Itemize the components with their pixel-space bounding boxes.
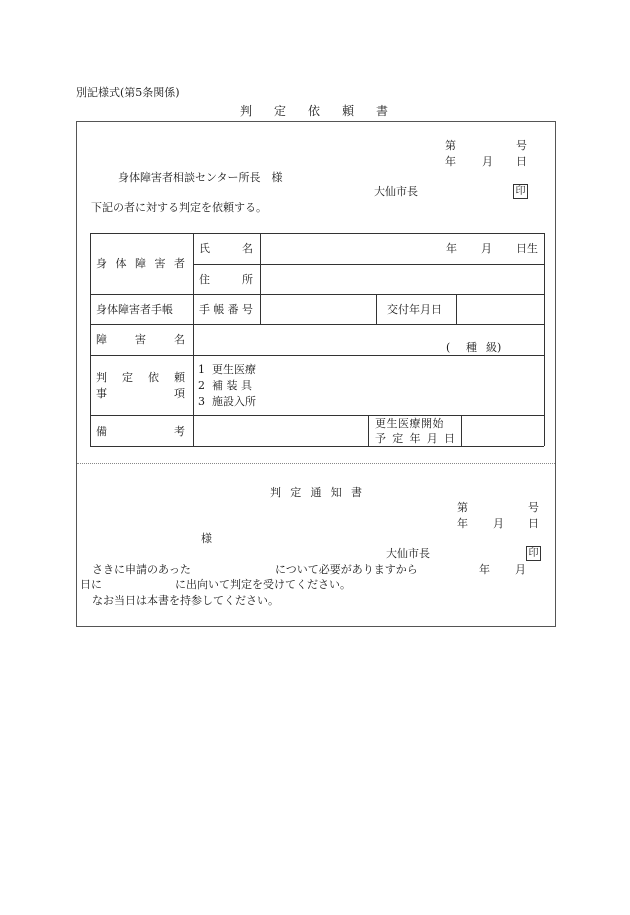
notice-date-month: 月	[493, 517, 504, 530]
label-char: 号	[241, 303, 253, 316]
treatment-start-label-line2	[375, 433, 455, 444]
label-char: 頼	[174, 371, 185, 384]
label-char: 考	[174, 425, 185, 438]
title-char: 頼	[341, 104, 354, 118]
request-sender: 大仙市長	[374, 185, 418, 198]
label-char: 体	[115, 257, 127, 270]
notice-date-year: 年	[457, 517, 468, 530]
title-char: 書	[375, 104, 388, 118]
request-addressee: 身体障害者相談センター所長 様	[118, 171, 283, 184]
disability-name-label	[96, 334, 185, 345]
label-char: 月	[426, 432, 438, 445]
address-label	[199, 274, 253, 285]
label-char: 依	[148, 371, 159, 384]
item-number: 2	[198, 379, 205, 392]
grade-level-label: 級)	[486, 341, 502, 354]
label-char: 者	[174, 257, 185, 270]
label-char: 備	[96, 425, 107, 438]
request-intro: 下記の者に対する判定を依頼する。	[91, 201, 267, 214]
request-items-label-line2	[96, 388, 185, 399]
notice-body-part1: さきに申請のあった	[92, 563, 191, 576]
notice-title	[270, 487, 362, 498]
request-items-label-line1	[96, 372, 185, 383]
request-date-day: 日	[516, 155, 527, 168]
birth-day-label: 日生	[516, 242, 538, 255]
notice-body-day: 日に	[80, 578, 102, 591]
label-char: 名	[174, 333, 185, 346]
notice-seal-icon: 印	[526, 546, 541, 561]
request-item-3	[198, 396, 256, 407]
person-header-label	[96, 258, 185, 269]
notice-number-go: 号	[528, 501, 539, 514]
title-char: 判	[270, 486, 281, 499]
label-char: 害	[154, 257, 166, 270]
notice-body-part3: に出向いて判定を受けてください。	[175, 578, 351, 591]
title-char: 通	[310, 486, 322, 499]
name-label	[199, 243, 253, 254]
treatment-start-label-line1: 更生医療開始	[375, 417, 444, 430]
label-char: 番	[227, 303, 239, 316]
remarks-label	[96, 426, 185, 437]
notice-honorific: 様	[201, 532, 212, 545]
label-char: 帳	[213, 303, 225, 316]
label-char: 身	[96, 257, 107, 270]
grade-open: (	[446, 341, 451, 354]
title-char: 定	[290, 486, 302, 499]
notice-date-day: 日	[528, 517, 539, 530]
label-char: 氏	[199, 242, 210, 255]
notice-sender: 大仙市長	[386, 547, 430, 560]
item-number: 1	[198, 363, 205, 376]
title-char: 依	[307, 104, 320, 118]
item-number: 3	[198, 395, 205, 408]
request-number-dai: 第	[445, 139, 456, 152]
notice-body-month: 月	[515, 563, 526, 576]
request-item-1	[198, 364, 256, 375]
label-char: 日	[444, 432, 455, 445]
handbook-label: 身体障害者手帳	[96, 303, 173, 316]
item-text: 施設入所	[212, 395, 256, 408]
title-char: 書	[351, 486, 362, 499]
request-number-go: 号	[516, 139, 527, 152]
label-char: 判	[96, 371, 107, 384]
issue-date-label: 交付年月日	[387, 303, 442, 316]
label-char: 項	[174, 387, 185, 400]
label-char: 害	[135, 333, 146, 346]
label-char: 年	[409, 432, 421, 445]
notice-bring-note: なお当日は本書を持参してください。	[92, 594, 279, 607]
item-text: 補 装 具	[212, 379, 252, 392]
title-char: 判	[240, 104, 253, 118]
cut-line	[77, 463, 555, 464]
label-char: 定	[392, 432, 404, 445]
title-char: 知	[330, 486, 342, 499]
notice-body-part2: について必要がありますから	[275, 563, 418, 576]
grade-type-label: 種	[466, 341, 477, 354]
handbook-number-label	[199, 304, 253, 315]
label-char: 所	[242, 273, 253, 286]
label-char: 手	[199, 303, 210, 316]
notice-number-dai: 第	[457, 501, 468, 514]
title-char: 定	[273, 104, 286, 118]
birth-month-label: 月	[481, 242, 492, 255]
item-text: 更生医療	[212, 363, 256, 376]
label-char: 障	[135, 257, 146, 270]
request-seal-icon: 印	[513, 184, 528, 199]
request-date-year: 年	[445, 155, 456, 168]
label-char: 定	[122, 371, 133, 384]
birth-year-label: 年	[446, 242, 457, 255]
request-form-title	[240, 105, 388, 117]
notice-body-year: 年	[479, 563, 490, 576]
label-char: 名	[242, 242, 253, 255]
request-item-2	[198, 380, 252, 391]
label-char: 事	[96, 387, 107, 400]
label-char: 障	[96, 333, 107, 346]
request-date-month: 月	[482, 155, 493, 168]
label-char: 予	[375, 432, 386, 445]
form-reference-label: 別記様式(第5条関係)	[76, 86, 180, 99]
label-char: 住	[199, 273, 210, 286]
